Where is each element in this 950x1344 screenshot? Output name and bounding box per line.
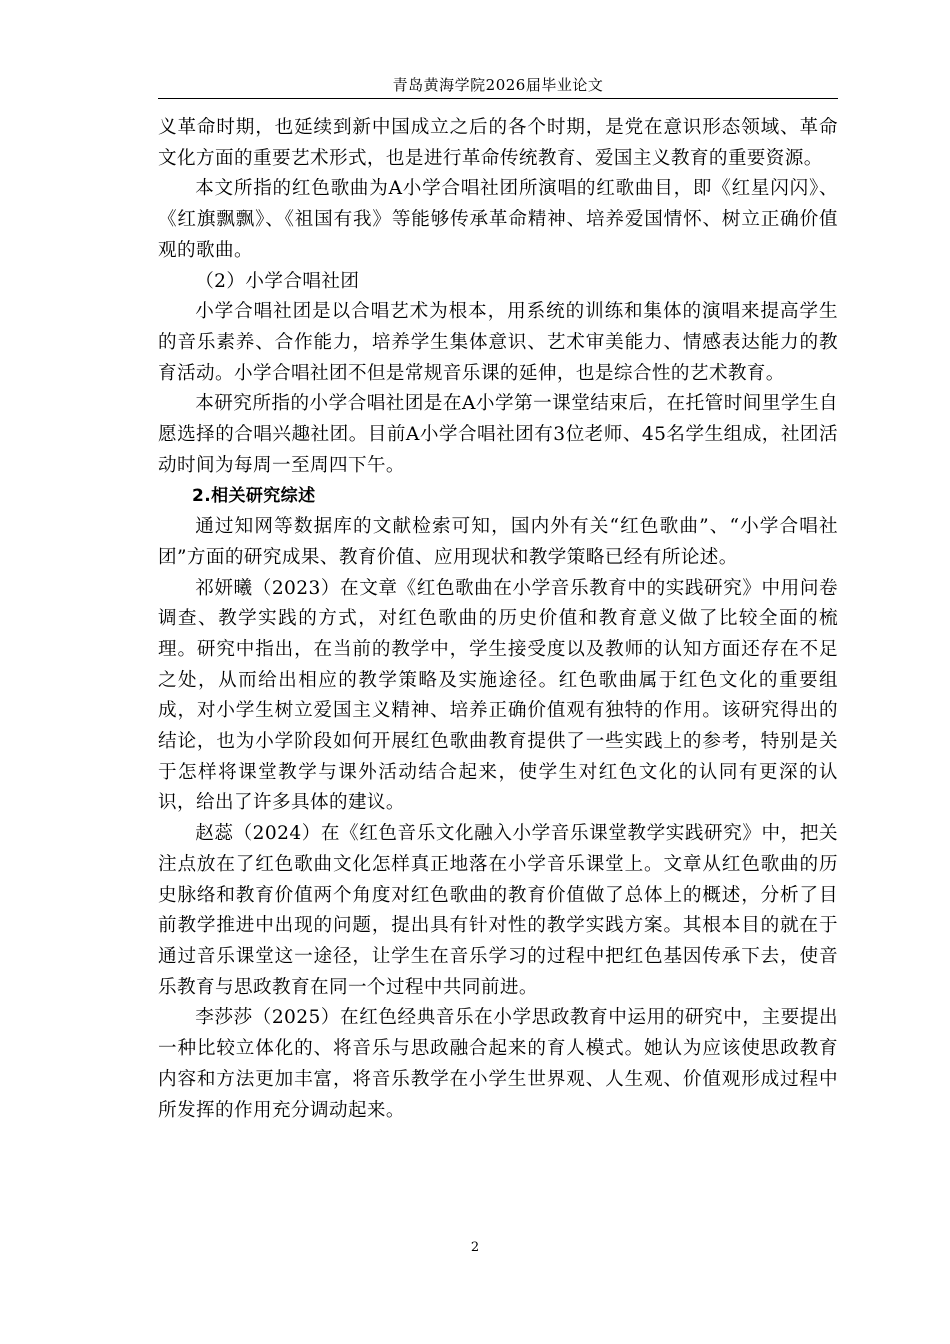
page-number: 2 <box>470 1240 480 1255</box>
section-heading-literature-review: 2.相关研究综述 <box>192 486 316 507</box>
paragraph-review-zhao: 赵蕊（2024）在《红色音乐文化融入小学音乐课堂教学实践研究》中，把关注点放在了红色歌曲文化怎样真正地落在小学音乐课堂上。文章从红色歌曲的历史脉络和教育价值两个角度对红色歌曲的教育价值做了总体上的概述，分析了目前教学推进中出现的问题，提出具有针对性的教学实践方案。其根本目的就在于通过音乐课堂这一途径，让学生在音乐学习的过程中把红色基因传承下去，使音乐教育与思政教育在同一个过程中共同前进。 <box>158 823 838 998</box>
header-divider <box>158 98 838 99</box>
paragraph-review-qi: 祁妍曦（2023）在文章《红色歌曲在小学音乐教育中的实践研究》中用问卷调查、教学实践的方式，对红色歌曲的历史价值和教育意义做了比较全面的梳理。研究中指出，在当前的教学中，学生接受度以及教师的认知方面还存在不足之处，从而给出相应的教学策略及实施途径。红色歌曲属于红色文化的重要组成，对小学生树立爱国主义精神、培养正确价值观有独特的作用。该研究得出的结论，也为小学阶段如何开展红色歌曲教育提供了一些实践上的参考，特别是关于怎样将课堂教学与课外活动结合起来，使学生对红色文化的认同有更深的认识，给出了许多具体的建议。 <box>158 577 838 814</box>
page-body <box>158 113 838 1126</box>
subheading-choir-club: （2）小学合唱社团 <box>195 270 360 292</box>
paragraph-choir-club-scope: 本研究所指的小学合唱社团是在A小学第一课堂结束后，在托管时间里学生自愿选择的合唱兴趣社团。目前A小学合唱社团有3位老师、45名学生组成，社团活动时间为每周一至周四下午。 <box>158 393 838 476</box>
paragraph-review-intro: 通过知网等数据库的文献检索可知，国内外有关“红色歌曲”、“小学合唱社团”方面的研究成果、教育价值、应用现状和教学策略已经有所论述。 <box>158 516 838 568</box>
paragraph-review-li: 李莎莎（2025）在红色经典音乐在小学思政教育中运用的研究中，主要提出一种比较立体化的、将音乐与思政融合起来的育人模式。她认为应该使思政教育内容和方法更加丰富，将音乐教学在小学生世界观、人生观、价值观形成过程中所发挥的作用充分调动起来。 <box>158 1007 838 1121</box>
paragraph-continuation: 义革命时期，也延续到新中国成立之后的各个时期，是党在意识形态领域、革命文化方面的重要艺术形式，也是进行革命传统教育、爱国主义教育的重要资源。 <box>158 117 838 169</box>
running-header: 青岛黄海学院2026届毕业论文 <box>392 76 604 94</box>
paragraph-red-songs-definition: 本文所指的红色歌曲为A小学合唱社团所演唱的红歌曲目，即《红星闪闪》、《红旗飘飘》、《祖国有我》等能够传承革命精神、培养爱国情怀、树立正确价值观的歌曲。 <box>158 178 838 261</box>
paragraph-choir-club-definition: 小学合唱社团是以合唱艺术为根本，用系统的训练和集体的演唱来提高学生的音乐素养、合作能力，培养学生集体意识、艺术审美能力、情感表达能力的教育活动。小学合唱社团不但是常规音乐课的延伸，也是综合性的艺术教育。 <box>158 301 838 384</box>
